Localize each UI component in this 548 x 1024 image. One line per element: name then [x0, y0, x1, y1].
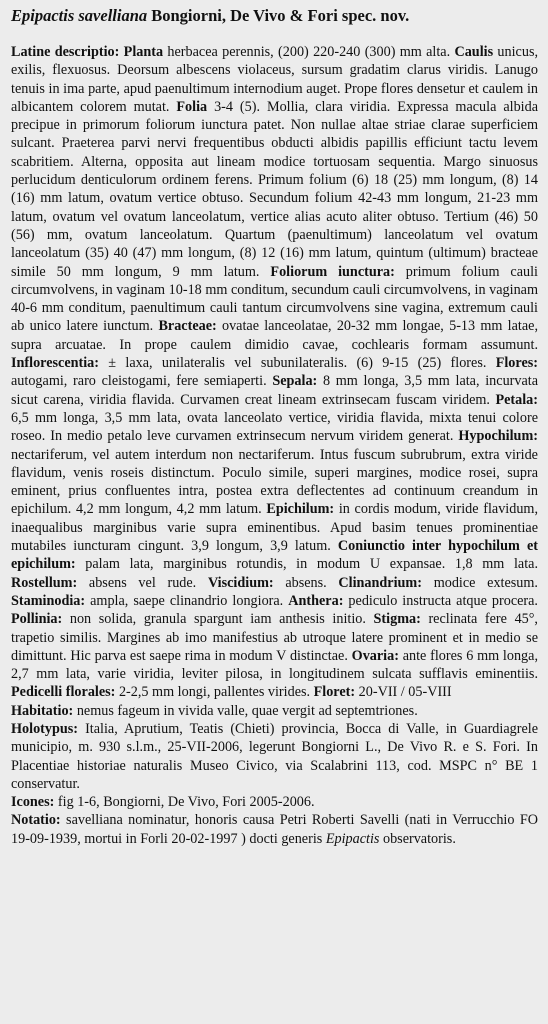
section-label: Clinandrium: [338, 574, 422, 591]
section-label: Staminodia: [11, 592, 86, 609]
section-text: absens vel rude. [77, 574, 208, 591]
section-text: nectariferum, vel autem interdum non nectariferum. Intus fuscum subrubrum, extra viride flavidum, venis roseis distinctum. Poculo simile, superi margines, modice rosei, supra eminent, prius confluentes intra, postea extra deflectentes ad continuum creandum in epichilum. 4,2 mm longum, 4,2 mm latum. [11, 446, 538, 518]
section-label: Caulis [454, 44, 494, 60]
section-text: 2-2,5 mm longi, pallentes virides. [115, 684, 314, 701]
section-text: ovatae lanceolatae, 20-32 mm longae, 5-13 mm latae, supra arcuatae. In prope caulem dimidio cavae, cochlearis formam assumunt. [11, 318, 538, 353]
section-label: Coniunctio inter hypochilum et epichilum: [11, 538, 538, 573]
section-label: Holotypus: [11, 720, 79, 737]
species-title [11, 6, 538, 26]
section-label: Notatio: [11, 812, 61, 829]
section-label: Stigma: [373, 611, 421, 628]
section-label: Sepala: [272, 373, 318, 390]
section-text: in cordis modum, viride flavidum, inaequalibus marginibus varie supra eminentibus. Apud basim tenues prominentiae mutabiles iuncturam cingunt. 3,9 longum, 3,9 latum. [11, 501, 538, 555]
section-label: Habitatio: [11, 702, 74, 719]
section-text: 3-4 (5). Mollia, clara viridia. Expressa macula albida precipue in primorum foliorum iunctura patet. Non nullae altae striae clarae superficiem sulcant. Praeterea parvi nervi frequentibus obducti albidis papillis efficiunt tactu levem scabritiem. Alterna, opposita aut lineam modice tortuosam sequentia. Margo sinuosus perlucidum denticulorum ordinem ferens. Primum folium (6) 18 (25) mm longum, (8) 14 (16) mm latum, ovatum vertice obtuso. Secundum folium 42-43 mm longum, 21-23 mm latum, ovatum vel ovatum lanceolatum, vertice alias acuto aliter obtuso. Tertium (46) 50 (56) mm, ovatum lanceolatum. Quartum (paenultimum) lanceolatum vel ovatum lanceolatum (35) 40 (47) mm longum, (8) 12 (16) mm latum, quintum (ultimum) bracteae simile 50 mm longum, 9 mm latum. [11, 98, 538, 280]
section-text: absens. [273, 574, 339, 591]
section-text: savelliana nominatur, honoris causa Petri Roberti Savelli (nati in Verrucchio FO 19-09-1939, mortui in Forli 20-02-1997 ) docti generis [11, 812, 538, 847]
section-text: 6,5 mm longa, 3,5 mm lata, ovata lanceolato vertice, viridia flavida, mixta tenui colore roseo. In medio petalo leve curvamen extrinsecum nervum viridem generat. [11, 409, 538, 445]
section-label: Inflorescentia: [11, 355, 99, 372]
genus-name: Epipactis [325, 830, 380, 847]
section-label: Rostellum: [11, 574, 78, 591]
section-label: Floret: [313, 684, 356, 701]
section-text: ampla, saepe clinandrio longiora. [85, 592, 289, 609]
section-label: Ovaria: [351, 647, 399, 664]
section-label: Flores: [495, 355, 538, 372]
section-label: Bracteae: [158, 318, 217, 335]
section-text: pediculo instructa atque procera. [343, 592, 538, 609]
section-text: reclinata fere 45°, trapetio similis. Margines ab imo manifestius ab utroque latere prominent et in medio se dimittunt. Hic parva est saepe rima in modum V distinctae. [11, 611, 538, 664]
section-label: Anthera: [288, 592, 344, 609]
section-label: Hypochilum: [458, 428, 538, 445]
section-text: non solida, granula spargunt iam anthesis initio. [62, 611, 374, 628]
description-body [11, 43, 538, 848]
section-label: Latine descriptio: [11, 44, 124, 60]
section-label: Planta [123, 44, 164, 60]
section-label: Epichilum: [266, 501, 335, 518]
section-text: ± laxa, unilateralis vel subunilateralis. (6) 9-15 (25) flores. [99, 355, 496, 372]
section-text: ante flores 6 mm longa, 2,7 mm lata, varie viridia, leviter pilosa, in longitudinem sulcata sufflavis eminentiis. [11, 647, 538, 683]
section-text: nemus fageum in vivida valle, quae vergit ad septemtriones. [73, 702, 418, 719]
section-label: Icones: [11, 794, 55, 811]
section-text: Italia, Aprutium, Teatis (Chieti) provincia, Bocca di Valle, in Guardiagrele municipio, m. 930 s.l.m., 25-VII-2006, legerunt Bongiorni L., De Vivo R. e S. Fori. In Placentiae historiae naturalis Museo Civico, via Scalabrini 113, cod. MSPC n° BE 1 conservatur. [11, 720, 538, 792]
section-text: herbacea perennis, (200) 220-240 (300) mm alta. [163, 44, 455, 60]
section-text: fig 1-6, Bongiorni, De Vivo, Fori 2005-2006. [54, 794, 315, 811]
section-label: Foliorum iunctura: [270, 263, 395, 280]
section-text: primum folium cauli circumvolvens, in vaginam 10-18 mm conditum, secundum cauli circumvolvens, in vaginam 40-6 mm conditum, paenultimum cauli tantum circumvolvens sine vagina, extremum cauli ab unico latere iunctum. [11, 263, 538, 335]
section-label: Folia [176, 98, 208, 115]
species-authors: Bongiorni, De Vivo & Fori spec. nov. [147, 6, 410, 25]
species-name: Epipactis savelliana [11, 6, 148, 25]
section-text: 8 mm longa, 3,5 mm lata, incurvata sicut carena, viridia flavida. Curvamen creat lineam extrinsecam fuscam viridem. [11, 373, 539, 408]
section-label: Petala: [495, 391, 538, 408]
section-label: Pollinia: [11, 611, 63, 628]
section-text: modice extesum. [421, 574, 538, 591]
section-text: 20-VII / 05-VIII [355, 684, 452, 701]
section-text: palam lata, marginibus rotundis, in modum U expansae. 1,8 mm lata. [75, 556, 538, 573]
section-label: Pedicelli florales: [11, 684, 116, 701]
section-label: Viscidium: [207, 574, 274, 591]
section-text: unicus, exilis, flexuosus. Deorsum albescens violaceus, sursum gradatim clarus viridis. Lanugo tenuis in ima parte, apud paenultimum internodium auget. Prope flores densetur et caulem in albicantem colorem mutat. [11, 44, 539, 115]
section-text: autogami, raro cleistogami, fere semiaperti. [11, 373, 273, 390]
section-text: observatoris. [379, 830, 456, 847]
